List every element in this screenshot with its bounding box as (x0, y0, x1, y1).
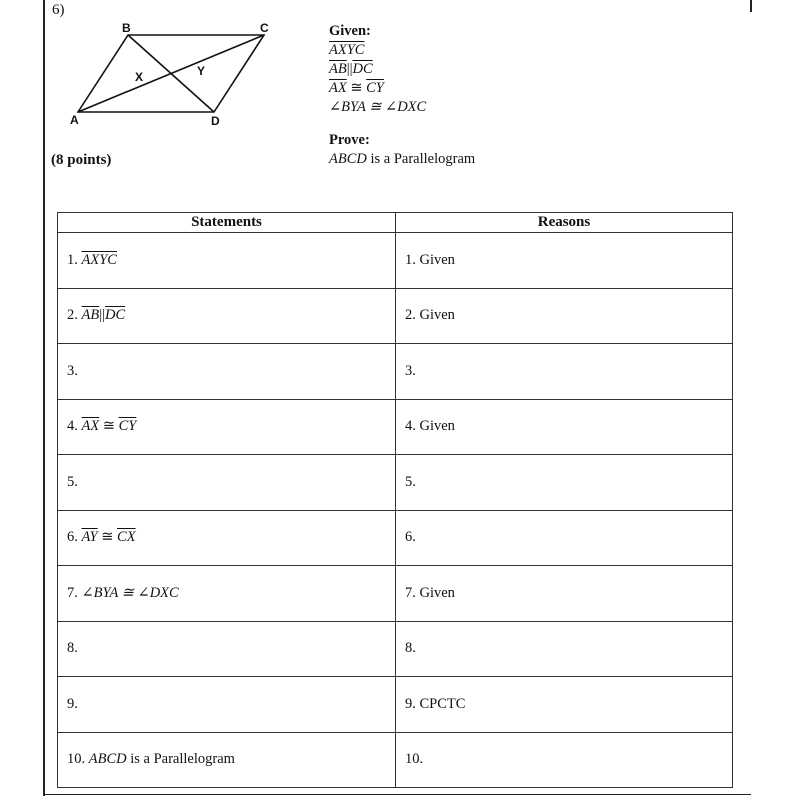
reason-cell[interactable]: 8. (396, 621, 733, 677)
proof-row-2 (58, 288, 733, 344)
given-block (329, 22, 426, 117)
proof-table-header (58, 213, 733, 233)
statement-cell[interactable]: 7. ∠BYA ≅ ∠DXC (58, 566, 396, 622)
points-label: (8 points) (51, 152, 112, 168)
statement-cell[interactable]: 6. $\overline{AY}$ ≅ $\overline{CX}$ (58, 510, 396, 566)
prove-block (329, 131, 475, 169)
proof-row-7 (58, 566, 733, 622)
vertex-label-a: A (70, 113, 79, 127)
page-border-left (43, 0, 45, 796)
given-line-4: ∠BYA ≅ ∠DXC (329, 99, 427, 115)
given-line-2: $\overline{AB}||\overline{DC}$ (329, 61, 373, 77)
statement-cell[interactable]: 1. AXYC (58, 233, 396, 289)
proof-row-10 (58, 732, 733, 788)
page-border-bottom (43, 794, 751, 795)
vertex-label-c: C (260, 21, 269, 35)
statement-cell[interactable]: 5. (58, 455, 396, 511)
statement-cell[interactable]: 3. (58, 344, 396, 400)
reason-cell[interactable]: 2. Given (396, 288, 733, 344)
point-label-x: X (135, 70, 144, 84)
statement-cell[interactable]: 10. ABCD is a Parallelogram (58, 732, 396, 788)
vertex-label-b: B (122, 21, 131, 35)
statement-cell[interactable]: 2. $\overline{AB}||\overline{DC}$ (58, 288, 396, 344)
reasons-header: Reasons (396, 213, 733, 233)
vertex-label-d: D (211, 114, 220, 128)
parallelogram-figure (66, 20, 290, 128)
reason-cell[interactable]: 5. (396, 455, 733, 511)
statement-cell[interactable]: 9. (58, 677, 396, 733)
given-line-1: AXYC (329, 42, 365, 58)
proof-row-5 (58, 455, 733, 511)
reason-cell[interactable]: 9. CPCTC (396, 677, 733, 733)
statement-cell[interactable]: 8. (58, 621, 396, 677)
proof-row-6 (58, 510, 733, 566)
proof-row-8 (58, 621, 733, 677)
given-heading: Given: (329, 23, 371, 39)
reason-cell[interactable]: 4. Given (396, 399, 733, 455)
reason-cell[interactable]: 3. (396, 344, 733, 400)
prove-statement: ABCD is a Parallelogram (329, 151, 476, 167)
proof-row-3 (58, 344, 733, 400)
reason-cell[interactable]: 6. (396, 510, 733, 566)
prove-heading: Prove: (329, 132, 370, 148)
given-line-3: $\overline{AX}$ ≅ $\overline{CY}$ (329, 80, 384, 96)
statements-header: Statements (58, 213, 396, 233)
proof-table (57, 212, 733, 788)
reason-cell[interactable]: 10. (396, 732, 733, 788)
reason-cell[interactable]: 1. Given (396, 233, 733, 289)
proof-row-9 (58, 677, 733, 733)
proof-row-4 (58, 399, 733, 455)
statement-cell[interactable]: 4. $\overline{AX}$ ≅ $\overline{CY}$ (58, 399, 396, 455)
problem-number: 6) (52, 2, 65, 18)
point-label-y: Y (197, 64, 206, 78)
page-border-right (750, 0, 752, 12)
reason-cell[interactable]: 7. Given (396, 566, 733, 622)
proof-row-1 (58, 233, 733, 289)
